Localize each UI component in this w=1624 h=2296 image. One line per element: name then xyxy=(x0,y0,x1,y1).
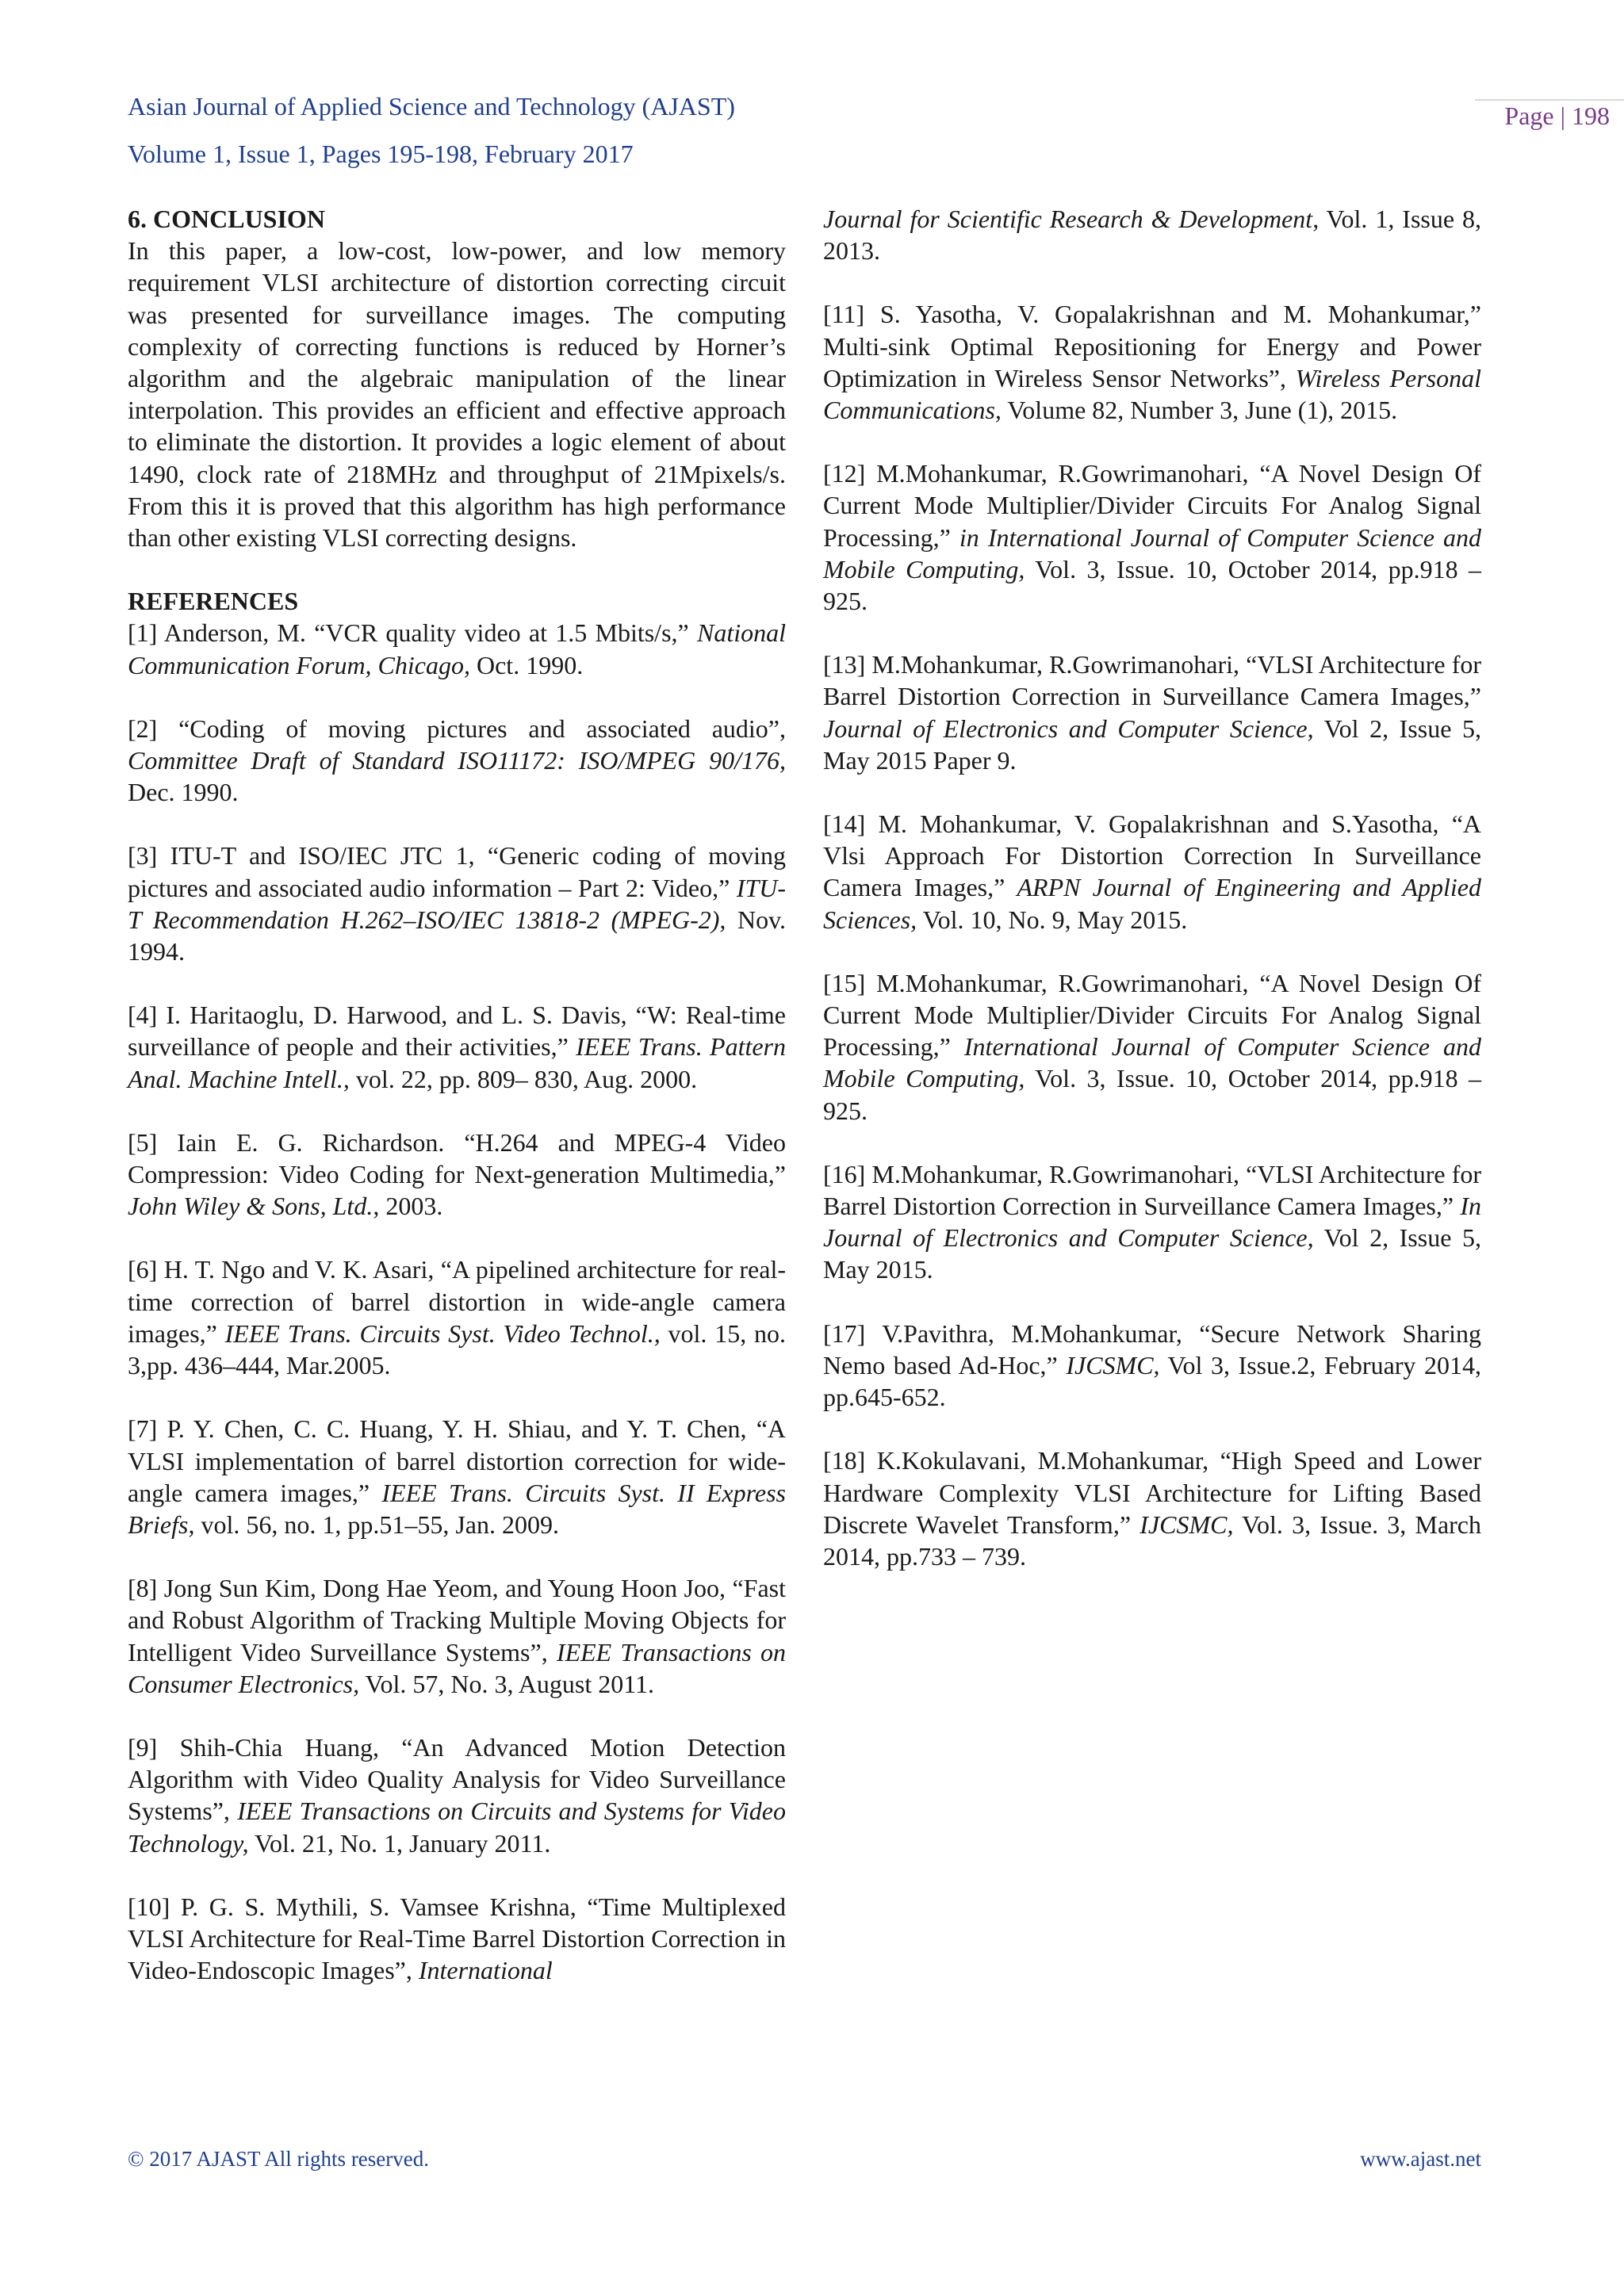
left-column xyxy=(128,203,786,1986)
reference-details: Volume 82, Number 3, June (1), 2015. xyxy=(1001,396,1398,425)
reference-item xyxy=(823,1158,1481,1286)
reference-item xyxy=(128,713,786,809)
reference-source: IJCSMC, xyxy=(1066,1350,1160,1380)
reference-item xyxy=(823,298,1481,426)
reference-item xyxy=(128,1891,786,1987)
reference-authors-title: [11] S. Yasotha, V. Gopalakrishnan and M. Mohankumar,” Multi-sink Optimal Repositioning for Energy and Power Optimization in Wireless Sensor Networks”, xyxy=(823,300,1481,392)
reference-source: IEEE Transactions on Circuits and Systems for Video Technology, xyxy=(128,1797,787,1858)
reference-authors-title: [5] Iain E. G. Richardson. “H.264 and MPEG-4 Video Compression: Video Coding for Next-generation Multimedia,” xyxy=(128,1127,786,1189)
reference-authors-title: [1] Anderson, M. “VCR quality video at 1.5 Mbits/s,” xyxy=(128,618,697,648)
reference-details: Vol. 3, Issue. 10, October 2014, pp.918 – 925. xyxy=(823,554,1482,616)
reference-authors-title: [7] P. Y. Chen, C. C. Huang, Y. H. Shiau, and Y. T. Chen, “A VLSI implementation of barrel distortion correction for wide-angle camera images,” xyxy=(128,1414,786,1507)
reference-item xyxy=(128,1413,786,1540)
reference-authors-title: [12] M.Mohankumar, R.Gowrimanohari, “A Novel Design Of Current Mode Multiplier/Divider Circuits For Analog Signal Processing,” xyxy=(823,459,1481,552)
reference-source: ARPN Journal of Engineering and Applied Sciences, xyxy=(823,873,1482,934)
reference-details: Oct. 1990. xyxy=(469,650,584,679)
reference-authors-title: [10] P. G. S. Mythili, S. Vamsee Krishna, “Time Multiplexed VLSI Architecture for Real-Time Barrel Distortion Correction in Video-Endoscopic Images”, xyxy=(128,1892,786,1985)
reference-details: Vol 2, Issue 5, May 2015 Paper 9. xyxy=(823,714,1482,775)
reference-authors-title: [6] H. T. Ngo and V. K. Asari, “A pipelined architecture for real-time correction of barrel distortion in wide-angle camera images,” xyxy=(128,1255,786,1348)
reference-authors-title: [4] I. Haritaoglu, D. Harwood, and L. S. Davis, “W: Real-time surveillance of people and their activities,” xyxy=(128,1001,786,1062)
reference-authors-title: [15] M.Mohankumar, R.Gowrimanohari, “A Novel Design Of Current Mode Multiplier/Divider Circuits For Analog Signal Processing,” xyxy=(823,968,1481,1062)
references-list-right xyxy=(823,203,1481,1572)
reference-authors-title: [2] “Coding of moving pictures and associated audio”, xyxy=(128,714,786,743)
reference-details: Vol. 21, No. 1, January 2011. xyxy=(248,1828,551,1858)
reference-item xyxy=(128,1732,786,1859)
volume-issue-line: Volume 1, Issue 1, Pages 195-198, February 2017 xyxy=(128,140,634,168)
reference-item xyxy=(128,1253,786,1381)
reference-item xyxy=(823,1318,1481,1414)
references-heading: REFERENCES xyxy=(128,587,299,616)
reference-source: IEEE Trans. Circuits Syst. Video Technol., xyxy=(224,1318,661,1348)
reference-item xyxy=(128,840,786,967)
reference-details: vol. 56, no. 1, pp.51–55, Jan. 2009. xyxy=(194,1510,559,1539)
reference-source: Committee Draft of Standard ISO11172: ISO/MPEG 90/176, xyxy=(128,746,786,775)
reference-authors-title: [3] ITU-T and ISO/IEC JTC 1, “Generic coding of moving pictures and associated audio information – Part 2: Video,” xyxy=(128,841,786,902)
reference-details: Vol. 3, Issue. 10, October 2014, pp.918 – 925. xyxy=(823,1064,1482,1125)
reference-details: , 2003. xyxy=(373,1192,443,1221)
reference-source: John Wiley & Sons, Ltd. xyxy=(128,1192,373,1221)
reference-source: National Communication Forum, Chicago, xyxy=(128,618,786,679)
reference-details: Vol. 57, No. 3, August 2011. xyxy=(359,1669,655,1698)
references-section xyxy=(128,585,786,1986)
conclusion-text: In this paper, a low-cost, low-power, and low memory requirement VLSI architecture of distortion correcting circuit was presented for surveillance images. The computing complexity of correcting functions is reduced by Horner’s algorithm and the algebraic manipulation of the linear interpolation. This provides an efficient and effective approach to eliminate the distortion. It provides a logic element of about 1490, clock rate of 218MHz and throughput of 21Mpixels/s. From this it is proved that this algorithm has high performance than other existing VLSI correcting designs. xyxy=(128,236,786,553)
reference-item xyxy=(823,967,1481,1127)
reference-source: Journal of Electronics and Computer Science, xyxy=(823,714,1314,743)
reference-source: IEEE Trans. Circuits Syst. II Express Briefs, xyxy=(128,1478,787,1539)
reference-source: IEEE Trans. Pattern Anal. Machine Intell., xyxy=(128,1032,787,1093)
reference-authors-title: [17] V.Pavithra, M.Mohankumar, “Secure Network Sharing Nemo based Ad-Hoc,” xyxy=(823,1318,1481,1380)
reference-item xyxy=(128,1127,786,1223)
reference-details: vol. 15, no. 3,pp. 436–444, Mar.2005. xyxy=(128,1318,787,1380)
reference-source: International Journal of Computer Science and Mobile Computing, xyxy=(823,1032,1482,1093)
references-list-left xyxy=(128,617,786,1986)
reference-details: Vol. 10, No. 9, May 2015. xyxy=(917,905,1188,934)
reference-authors-title: [18] K.Kokulavani, M.Mohankumar, “High Speed and Lower Hardware Complexity VLSI Architecture for Lifting Based Discrete Wavelet Transform,” xyxy=(823,1446,1481,1539)
reference-item xyxy=(823,1445,1481,1572)
reference-authors-title: [9] Shih-Chia Huang, “An Advanced Motion Detection Algorithm with Video Quality Analysis for Video Surveillance Systems”, xyxy=(128,1732,786,1826)
reference-source: in International Journal of Computer Science and Mobile Computing, xyxy=(823,522,1482,584)
right-column xyxy=(823,203,1481,1604)
reference-details: , Vol. 1, Issue 8, 2013. xyxy=(823,205,1482,266)
reference-details: Vol 3, Issue.2, February 2014, pp.645-652. xyxy=(823,1350,1482,1412)
reference-details: Vol. 3, Issue. 3, March 2014, pp.733 – 739. xyxy=(823,1510,1482,1571)
reference-item xyxy=(823,649,1481,776)
conclusion-section xyxy=(128,203,786,553)
reference-item xyxy=(823,808,1481,936)
reference-source: In Journal of Electronics and Computer Science, xyxy=(823,1192,1481,1253)
reference-source: International xyxy=(418,1956,553,1985)
reference-item xyxy=(128,617,786,680)
reference-details: Vol 2, Issue 5, May 2015. xyxy=(823,1223,1482,1284)
reference-authors-title: [16] M.Mohankumar, R.Gowrimanohari, “VLSI Architecture for Barrel Distortion Correction in Surveillance Camera Images,” xyxy=(823,1159,1481,1221)
reference-item xyxy=(823,457,1481,617)
reference-authors-title: [13] M.Mohankumar, R.Gowrimanohari, “VLSI Architecture for Barrel Distortion Correction in Surveillance Camera Images,” xyxy=(823,650,1481,711)
journal-title: Asian Journal of Applied Science and Technology (AJAST) xyxy=(128,92,735,121)
reference-source: Wireless Personal Communications, xyxy=(823,363,1482,425)
copyright-notice: © 2017 AJAST All rights reserved. xyxy=(128,2147,430,2171)
reference-source: IEEE Transactions on Consumer Electronics, xyxy=(128,1637,787,1698)
reference-authors-title: [14] M. Mohankumar, V. Gopalakrishnan and S.Yasotha, “A Vlsi Approach For Distortion Correction In Surveillance Camera Images,” xyxy=(823,809,1481,902)
page-number: Page | 198 xyxy=(1504,101,1610,130)
reference-source: ITU-T Recommendation H.262–ISO/IEC 13818-2 (MPEG-2), xyxy=(128,873,786,934)
reference-source: IJCSMC, xyxy=(1139,1510,1234,1539)
reference-details: Nov. 1994. xyxy=(128,905,787,966)
reference-authors-title: [8] Jong Sun Kim, Dong Hae Yeom, and Young Hoon Joo, “Fast and Robust Algorithm of Tracking Multiple Moving Objects for Intelligent Video Surveillance Systems”, xyxy=(128,1574,786,1667)
reference-details: Dec. 1990. xyxy=(128,778,239,807)
website-link[interactable]: www.ajast.net xyxy=(1360,2147,1481,2171)
conclusion-heading: 6. CONCLUSION xyxy=(128,205,325,233)
reference-item xyxy=(128,999,786,1095)
reference-item xyxy=(128,1572,786,1700)
reference-details: vol. 22, pp. 809– 830, Aug. 2000. xyxy=(349,1064,698,1093)
reference-source: Journal for Scientific Research & Development xyxy=(823,205,1313,233)
reference-item xyxy=(823,203,1481,266)
